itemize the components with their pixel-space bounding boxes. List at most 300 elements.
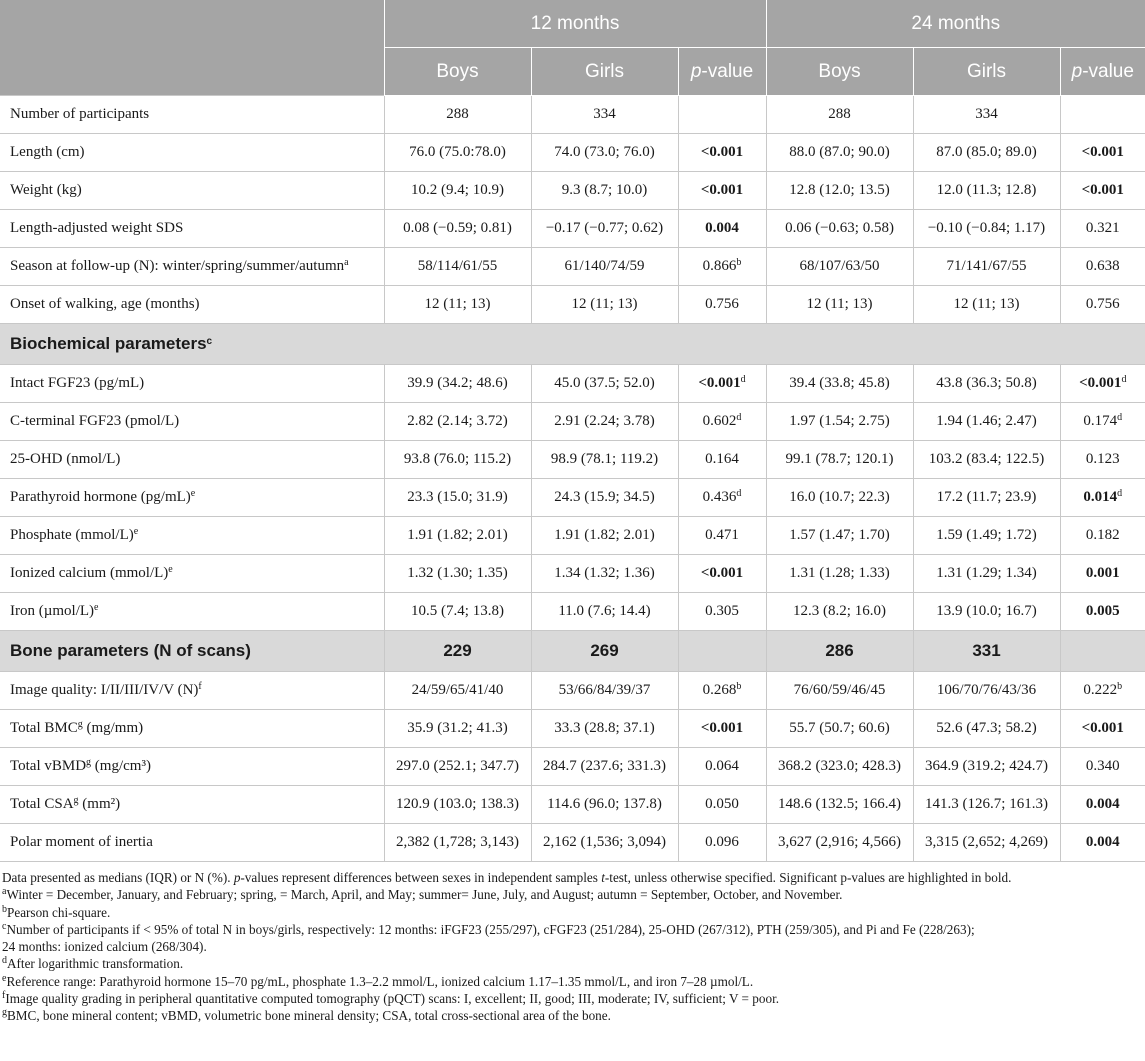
value-cell <box>384 403 531 441</box>
value-cell <box>678 365 766 403</box>
value-cell <box>531 441 678 479</box>
value-cell <box>531 210 678 248</box>
table-row <box>0 441 1145 479</box>
value-cell <box>384 710 531 748</box>
cell-value: 16.0 (10.7; 22.3) <box>789 489 890 505</box>
cell-value: 0.096 <box>705 834 739 850</box>
value-cell <box>384 748 531 786</box>
cell-value: 0.756 <box>705 296 739 312</box>
value-cell <box>1060 517 1145 555</box>
row-label-cell <box>0 210 384 248</box>
row-label-cell <box>0 672 384 710</box>
footnote-text: 24 months: ionized calcium (268/304). <box>2 939 207 955</box>
cell-value: <0.001 <box>700 144 744 160</box>
cell-value: 0.005 <box>1085 603 1120 619</box>
table-row <box>0 555 1145 593</box>
cell-value: 0.305 <box>705 603 739 619</box>
table-footnotes <box>0 862 1145 1025</box>
value-cell <box>913 710 1060 748</box>
value-cell <box>531 593 678 631</box>
value-cell <box>678 210 766 248</box>
table-row <box>0 286 1145 324</box>
cell-value: 120.9 (103.0; 138.3) <box>396 796 519 812</box>
value-cell <box>1060 134 1145 172</box>
value-cell <box>1060 748 1145 786</box>
value-cell <box>913 96 1060 134</box>
value-cell <box>678 479 766 517</box>
row-label: Length (cm) <box>10 144 85 160</box>
value-cell <box>766 786 913 824</box>
footnote-text: Number of participants if < 95% of total N in boys/girls, respectively: 12 months: iFGF23 (255/297), cFGF23 (251/284), 25-OHD (267/312), PTH (259/305), and Pi and Fe (228/263); <box>6 921 975 937</box>
cell-value: 1.31 (1.28; 1.33) <box>789 565 890 581</box>
cell-value: 0.321 <box>1085 220 1120 236</box>
cell-value: 0.436 <box>702 489 737 505</box>
header-girls-24: Girls <box>913 48 1060 96</box>
row-label: Total BMC <box>10 720 78 736</box>
cell-value: 1.31 (1.29; 1.34) <box>936 565 1037 581</box>
value-cell <box>384 824 531 862</box>
value-cell <box>678 248 766 286</box>
footnote-marker: d <box>2 955 7 967</box>
table-row <box>0 96 1145 134</box>
section-count-cell <box>1060 631 1145 672</box>
cell-value: 0.182 <box>1085 527 1120 543</box>
cell-value: <0.001 <box>1081 182 1124 198</box>
row-label: Polar moment of inertia <box>10 834 153 850</box>
cell-value: <0.001 <box>698 375 741 391</box>
section-title: Bone parameters (N of scans) <box>10 641 251 660</box>
section-title-superscript: c <box>206 336 213 347</box>
header-p-italic: p <box>690 60 702 82</box>
footnote-d <box>2 955 1143 972</box>
value-cell <box>766 441 913 479</box>
footnote-general <box>2 869 1143 886</box>
cell-value: 0.08 (−0.59; 0.81) <box>403 220 512 236</box>
table-row <box>0 710 1145 748</box>
cell-superscript: b <box>736 681 742 692</box>
value-cell <box>913 286 1060 324</box>
cell-value: 0.064 <box>705 758 739 774</box>
row-label-unit: (mg/mm) <box>82 720 144 736</box>
cell-value: 1.97 (1.54; 2.75) <box>789 413 890 429</box>
table-row <box>0 172 1145 210</box>
scan-count: 269 <box>590 641 619 660</box>
value-cell <box>1060 786 1145 824</box>
footnote-text: Winter = December, January, and February; spring, = March, April, and May; summer= June, July, and August; autumn = September, October, and November. <box>6 887 843 903</box>
cell-value: 148.6 (132.5; 166.4) <box>778 796 901 812</box>
cell-value: 39.4 (33.8; 45.8) <box>789 375 890 391</box>
value-cell <box>766 248 913 286</box>
value-cell <box>678 786 766 824</box>
cell-value: 58/114/61/55 <box>417 258 498 274</box>
value-cell <box>913 672 1060 710</box>
cell-value: 0.866 <box>702 258 737 274</box>
row-label-cell <box>0 248 384 286</box>
footnote-marker: a <box>2 886 7 898</box>
footnote-text: After logarithmic transformation. <box>7 956 184 972</box>
row-label-superscript: e <box>190 488 196 499</box>
value-cell <box>913 555 1060 593</box>
cell-value: 24.3 (15.9; 34.5) <box>554 489 655 505</box>
cell-value: 9.3 (8.7; 10.0) <box>561 182 648 198</box>
value-cell <box>384 134 531 172</box>
row-label-unit: (mg/cm³) <box>91 758 151 774</box>
footnote-marker: g <box>2 1007 7 1019</box>
value-cell <box>913 748 1060 786</box>
row-label-cell <box>0 517 384 555</box>
value-cell <box>384 248 531 286</box>
cell-value: <0.001 <box>700 182 744 198</box>
row-label-superscript: f <box>198 681 202 692</box>
value-cell <box>531 134 678 172</box>
cell-value: 74.0 (73.0; 76.0) <box>554 144 655 160</box>
value-cell <box>766 593 913 631</box>
cell-value: 68/107/63/50 <box>799 258 880 274</box>
value-cell <box>913 479 1060 517</box>
cell-value: 141.3 (126.7; 161.3) <box>925 796 1048 812</box>
value-cell <box>531 710 678 748</box>
value-cell <box>1060 555 1145 593</box>
value-cell <box>1060 365 1145 403</box>
section-header-bone <box>0 631 1145 672</box>
cell-value: 1.57 (1.47; 1.70) <box>789 527 890 543</box>
cell-value: 1.32 (1.30; 1.35) <box>407 565 508 581</box>
cell-value: 23.3 (15.0; 31.9) <box>407 489 508 505</box>
cell-value: 98.9 (78.1; 119.2) <box>550 451 659 467</box>
row-label-superscript: a <box>344 257 349 268</box>
footnote-text: Image quality grading in peripheral quantitative computed tomography (pQCT) scans: I, excellent; II, good; III, moderate; IV, sufficient; V = poor. <box>5 991 780 1007</box>
value-cell <box>678 748 766 786</box>
footnote-marker: f <box>2 990 6 1002</box>
value-cell <box>531 172 678 210</box>
cell-value: 2.82 (2.14; 3.72) <box>407 413 508 429</box>
footnote-marker: b <box>2 903 7 915</box>
row-label-cell <box>0 479 384 517</box>
value-cell <box>678 672 766 710</box>
value-cell <box>384 96 531 134</box>
footnote-text: p <box>233 870 241 885</box>
row-label-cell <box>0 134 384 172</box>
cell-value: 39.9 (34.2; 48.6) <box>407 375 508 391</box>
row-label-superscript: g <box>77 719 83 730</box>
value-cell <box>384 555 531 593</box>
section-title-cell <box>0 324 1145 365</box>
value-cell <box>531 824 678 862</box>
value-cell <box>678 555 766 593</box>
row-label-cell <box>0 824 384 862</box>
row-label: Total vBMD <box>10 758 87 774</box>
value-cell <box>678 286 766 324</box>
cell-value: 0.222 <box>1083 682 1118 698</box>
table-row <box>0 748 1145 786</box>
row-label: Length-adjusted weight SDS <box>10 220 184 236</box>
value-cell <box>531 672 678 710</box>
value-cell <box>678 593 766 631</box>
table-header <box>0 0 1145 96</box>
cell-value: 334 <box>975 106 998 122</box>
cell-value: 3,315 (2,652; 4,269) <box>925 834 1048 850</box>
table-row <box>0 479 1145 517</box>
footnote-a <box>2 886 1143 903</box>
row-label: Onset of walking, age (months) <box>10 296 200 312</box>
value-cell <box>531 286 678 324</box>
value-cell <box>678 824 766 862</box>
row-label-cell <box>0 286 384 324</box>
cell-superscript: d <box>1117 488 1123 499</box>
value-cell <box>766 96 913 134</box>
value-cell <box>913 517 1060 555</box>
row-label: Parathyroid hormone (pg/mL) <box>10 489 191 505</box>
row-label: Season at follow-up (N): winter/spring/summer/autumn <box>10 258 345 274</box>
cell-value: 0.471 <box>705 527 739 543</box>
value-cell <box>1060 479 1145 517</box>
cell-value: 71/141/67/55 <box>946 258 1027 274</box>
cell-value: 1.94 (1.46; 2.47) <box>936 413 1037 429</box>
cell-value: 99.1 (78.7; 120.1) <box>785 451 894 467</box>
row-label-cell <box>0 593 384 631</box>
cell-value: 106/70/76/43/36 <box>936 682 1037 698</box>
cell-value: 35.9 (31.2; 41.3) <box>407 720 508 736</box>
value-cell <box>1060 403 1145 441</box>
cell-value: 0.004 <box>1085 834 1120 850</box>
cell-value: 76.0 (75.0:78.0) <box>409 144 506 160</box>
section-count-cell <box>913 631 1060 672</box>
value-cell <box>766 134 913 172</box>
value-cell <box>384 365 531 403</box>
cell-value: 1.91 (1.82; 2.01) <box>407 527 508 543</box>
cell-value: 0.004 <box>705 220 739 236</box>
cell-value: 17.2 (11.7; 23.9) <box>936 489 1037 505</box>
value-cell <box>913 172 1060 210</box>
value-cell <box>1060 672 1145 710</box>
header-pvalue-24 <box>1060 48 1145 96</box>
value-cell <box>678 441 766 479</box>
section-title-cell <box>0 631 384 672</box>
value-cell <box>913 403 1060 441</box>
value-cell <box>531 517 678 555</box>
header-girls-12: Girls <box>531 48 678 96</box>
header-boys-12: Boys <box>384 48 531 96</box>
cell-value: 0.638 <box>1085 258 1120 274</box>
value-cell <box>1060 824 1145 862</box>
cell-value: 76/60/59/46/45 <box>793 682 886 698</box>
value-cell <box>384 479 531 517</box>
value-cell <box>1060 172 1145 210</box>
row-label: Iron (µmol/L) <box>10 603 95 619</box>
footnote-text: BMC, bone mineral content; vBMD, volumetric bone mineral density; CSA, total cross-sectional area of the bone. <box>7 1008 611 1024</box>
row-label-cell <box>0 441 384 479</box>
cell-value: 288 <box>828 106 851 122</box>
cell-value: 12 (11; 13) <box>806 296 873 312</box>
value-cell <box>384 593 531 631</box>
value-cell <box>531 786 678 824</box>
cell-value: 12.3 (8.2; 16.0) <box>793 603 886 619</box>
value-cell <box>678 403 766 441</box>
row-label: Total CSA <box>10 796 74 812</box>
table-row <box>0 248 1145 286</box>
table-row <box>0 403 1145 441</box>
value-cell <box>766 748 913 786</box>
cell-value: 0.174 <box>1083 413 1118 429</box>
cell-value: 114.6 (96.0; 137.8) <box>547 796 662 812</box>
cell-value: 12 (11; 13) <box>953 296 1020 312</box>
section-count-cell <box>766 631 913 672</box>
cell-value: 3,627 (2,916; 4,566) <box>778 834 901 850</box>
table-row <box>0 517 1145 555</box>
section-count-cell <box>384 631 531 672</box>
row-label-superscript: e <box>168 564 173 575</box>
cell-value: 0.268 <box>702 682 737 698</box>
row-label: Weight (kg) <box>10 182 82 198</box>
footnote-text: Pearson chi-square. <box>7 904 111 920</box>
cell-superscript: b <box>1117 681 1123 692</box>
row-label-cell <box>0 786 384 824</box>
row-label-cell <box>0 555 384 593</box>
cell-value: 12.8 (12.0; 13.5) <box>789 182 890 198</box>
footnote-text: t <box>601 870 605 885</box>
row-label: C-terminal FGF23 (pmol/L) <box>10 413 180 429</box>
header-boys-24: Boys <box>766 48 913 96</box>
cell-value: 43.8 (36.3; 50.8) <box>936 375 1037 391</box>
value-cell <box>384 210 531 248</box>
scan-count: 229 <box>443 641 472 660</box>
value-cell <box>1060 248 1145 286</box>
value-cell <box>766 824 913 862</box>
cell-value: −0.10 (−0.84; 1.17) <box>927 220 1046 236</box>
value-cell <box>531 748 678 786</box>
cell-value: 368.2 (323.0; 428.3) <box>778 758 901 774</box>
row-label: Phosphate (mmol/L) <box>10 527 134 543</box>
cell-superscript: d <box>736 412 742 423</box>
cell-value: 0.123 <box>1085 451 1120 467</box>
cell-value: 0.050 <box>705 796 739 812</box>
value-cell <box>1060 96 1145 134</box>
cell-superscript: d <box>736 488 742 499</box>
value-cell <box>384 441 531 479</box>
cell-value: 2,162 (1,536; 3,094) <box>543 834 666 850</box>
footnote-text: -test, unless otherwise specified. Significant p-values are highlighted in bold. <box>604 870 1012 885</box>
cell-superscript: d <box>1121 374 1127 385</box>
cell-value: 1.34 (1.32; 1.36) <box>554 565 655 581</box>
cell-value: −0.17 (−0.77; 0.62) <box>545 220 664 236</box>
row-label-cell <box>0 710 384 748</box>
value-cell <box>384 286 531 324</box>
value-cell <box>531 403 678 441</box>
header-p-rest: -value <box>701 60 754 82</box>
header-pvalue-12 <box>678 48 766 96</box>
cell-value: 53/66/84/39/37 <box>558 682 651 698</box>
value-cell <box>913 824 1060 862</box>
row-label-cell <box>0 96 384 134</box>
value-cell <box>678 710 766 748</box>
footnote-c-cont <box>2 938 1143 955</box>
footnote-e <box>2 973 1143 990</box>
section-count-cell <box>531 631 678 672</box>
value-cell <box>913 210 1060 248</box>
cell-value: 88.0 (87.0; 90.0) <box>789 144 890 160</box>
row-label-superscript: e <box>94 602 99 613</box>
cell-value: 0.756 <box>1085 296 1120 312</box>
value-cell <box>913 134 1060 172</box>
value-cell <box>384 517 531 555</box>
scan-count: 286 <box>825 641 854 660</box>
value-cell <box>766 365 913 403</box>
table-row <box>0 824 1145 862</box>
value-cell <box>766 172 913 210</box>
value-cell <box>384 172 531 210</box>
cell-value: <0.001 <box>1079 375 1122 391</box>
value-cell <box>678 134 766 172</box>
cell-value: 55.7 (50.7; 60.6) <box>789 720 890 736</box>
row-label-superscript: e <box>133 526 139 537</box>
section-count-cell <box>678 631 766 672</box>
cell-value: 0.06 (−0.63; 0.58) <box>785 220 894 236</box>
cell-value: 1.59 (1.49; 1.72) <box>936 527 1037 543</box>
row-label: Image quality: I/II/III/IV/V (N) <box>10 682 199 698</box>
cell-value: 284.7 (237.6; 331.3) <box>543 758 666 774</box>
cell-value: 10.5 (7.4; 13.8) <box>411 603 504 619</box>
value-cell <box>766 710 913 748</box>
value-cell <box>913 593 1060 631</box>
value-cell <box>1060 710 1145 748</box>
cell-value: 24/59/65/41/40 <box>411 682 504 698</box>
value-cell <box>678 172 766 210</box>
cell-value: <0.001 <box>700 720 744 736</box>
value-cell <box>766 479 913 517</box>
cell-value: 0.004 <box>1085 796 1120 812</box>
footnote-text: -values represent differences between sexes in independent samples <box>240 870 602 885</box>
cell-value: 11.0 (7.6; 14.4) <box>558 603 651 619</box>
value-cell <box>1060 441 1145 479</box>
value-cell <box>913 365 1060 403</box>
cell-superscript: d <box>740 374 746 385</box>
value-cell <box>766 286 913 324</box>
value-cell <box>531 555 678 593</box>
row-label: Intact FGF23 (pg/mL) <box>10 375 145 391</box>
value-cell <box>766 210 913 248</box>
cell-value: 288 <box>446 106 469 122</box>
value-cell <box>678 517 766 555</box>
footnote-marker: c <box>2 920 7 932</box>
value-cell <box>1060 286 1145 324</box>
row-label: Number of participants <box>10 106 150 122</box>
value-cell <box>531 365 678 403</box>
footnote-c <box>2 921 1143 938</box>
value-cell <box>766 555 913 593</box>
cell-value: <0.001 <box>1081 720 1124 736</box>
header-12-months: 12 months <box>384 0 766 48</box>
row-label-cell <box>0 172 384 210</box>
cell-value: 334 <box>593 106 616 122</box>
cell-superscript: d <box>1117 412 1123 423</box>
cell-value: 297.0 (252.1; 347.7) <box>396 758 519 774</box>
cell-value: 12 (11; 13) <box>424 296 491 312</box>
cell-value: 0.001 <box>1085 565 1120 581</box>
cell-value: 87.0 (85.0; 89.0) <box>936 144 1037 160</box>
value-cell <box>384 786 531 824</box>
row-label-unit: (mm²) <box>78 796 121 812</box>
cell-value: 0.014 <box>1083 489 1118 505</box>
cell-value: 1.91 (1.82; 2.01) <box>554 527 655 543</box>
value-cell <box>766 672 913 710</box>
section-header-biochemical <box>0 324 1145 365</box>
row-label-cell <box>0 403 384 441</box>
table-row <box>0 210 1145 248</box>
footnote-marker: e <box>2 972 7 984</box>
table-row <box>0 786 1145 824</box>
value-cell <box>531 479 678 517</box>
cell-superscript: b <box>736 257 742 268</box>
